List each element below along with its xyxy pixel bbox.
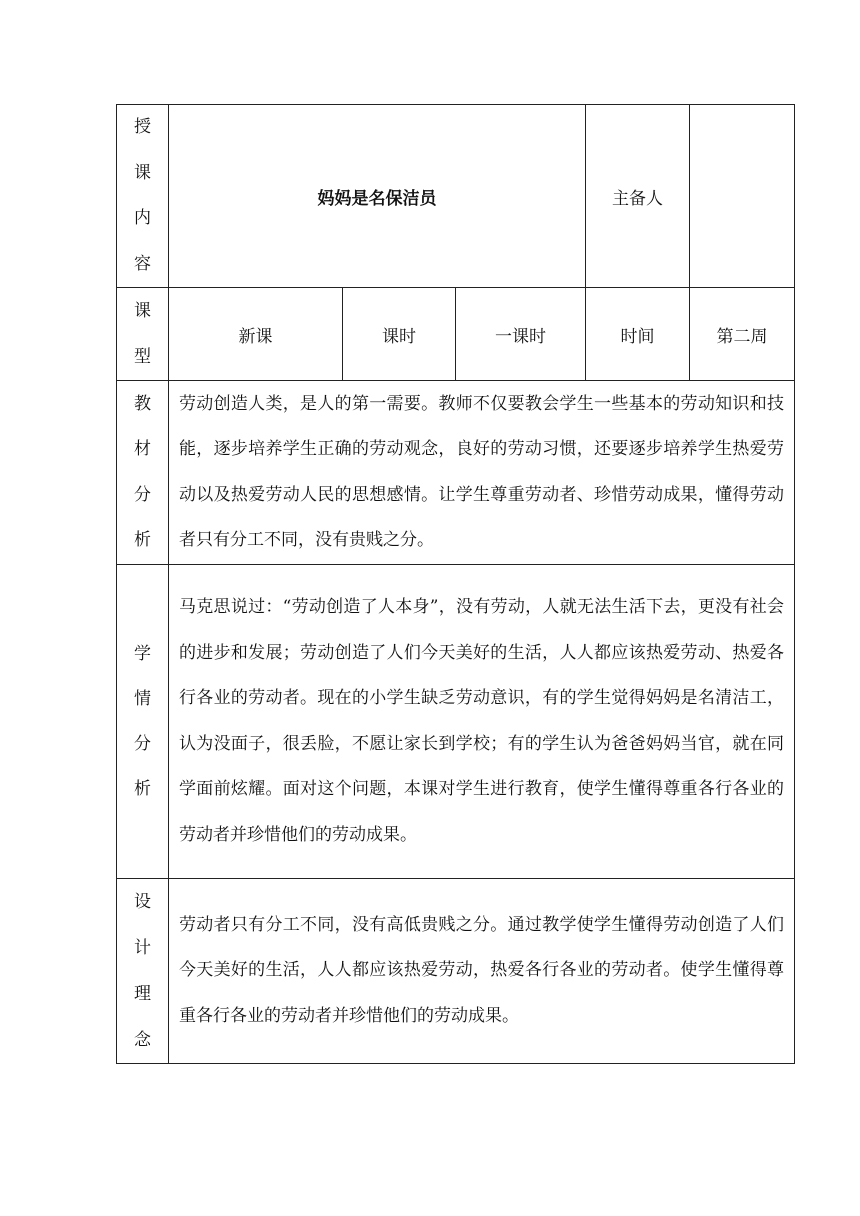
label-char: 情 bbox=[134, 688, 151, 709]
label-material-analysis bbox=[117, 381, 169, 565]
student-analysis-text: 马克思说过：“劳动创造了人本身”，没有劳动，人就无法生活下去，更没有社会的进步和发展；劳动创造了人们今天美好的生活，人人都应该热爱劳动、热爱各行各业的劳动者。现在的小学生缺乏劳动意识，有的学生觉得妈妈是名清洁工，认为没面子，很丢脸，不愿让家长到学校；有的学生认为爸爸妈妈当官，就在同学面前炫耀。面对这个问题，本课对学生进行教育，使学生懂得尊重各行各业的劳动者并珍惜他们的劳动成果。 bbox=[179, 597, 784, 845]
design-concept-cell bbox=[169, 879, 795, 1064]
label-char: 学 bbox=[134, 643, 151, 664]
label-char: 课 bbox=[134, 301, 151, 321]
label-char: 析 bbox=[134, 530, 151, 550]
label-char: 教 bbox=[134, 393, 151, 414]
lesson-type-value: 新课 bbox=[169, 288, 343, 381]
row-material-analysis bbox=[117, 381, 795, 565]
label-char: 理 bbox=[134, 984, 151, 1004]
label-teaching-content bbox=[117, 105, 169, 288]
preparer-value bbox=[690, 105, 795, 288]
lesson-title: 妈妈是名保洁员 bbox=[169, 105, 586, 288]
label-design-concept bbox=[117, 879, 169, 1064]
label-char: 念 bbox=[134, 1030, 151, 1050]
design-concept-text: 劳动者只有分工不同，没有高低贵贱之分。通过教学使学生懂得劳动创造了人们今天美好的生活，人人都应该热爱劳动，热爱各行各业的劳动者。使学生懂得尊重各行各业的劳动者并珍惜他们的劳动成果。 bbox=[179, 914, 784, 1026]
period-label: 课时 bbox=[343, 288, 456, 381]
preparer-label: 主备人 bbox=[586, 105, 690, 288]
label-char: 材 bbox=[134, 439, 151, 459]
lesson-plan-table bbox=[116, 104, 795, 1064]
label-char: 设 bbox=[134, 892, 151, 912]
material-analysis-cell bbox=[169, 381, 795, 565]
period-value: 一课时 bbox=[456, 288, 586, 381]
label-char: 计 bbox=[134, 938, 151, 958]
time-label: 时间 bbox=[586, 288, 690, 381]
label-char: 析 bbox=[134, 778, 151, 799]
row-lesson-type bbox=[117, 288, 795, 381]
row-design-concept bbox=[117, 879, 795, 1064]
label-char: 内 bbox=[134, 208, 151, 228]
label-char: 授 bbox=[134, 117, 151, 137]
time-value: 第二周 bbox=[690, 288, 795, 381]
label-char: 课 bbox=[134, 162, 151, 183]
student-analysis-cell bbox=[169, 565, 795, 879]
label-lesson-type bbox=[117, 288, 169, 381]
material-analysis-text: 劳动创造人类，是人的第一需要。教师不仅要教会学生一些基本的劳动知识和技能，逐步培养学生正确的劳动观念，良好的劳动习惯，还要逐步培养学生热爱劳动以及热爱劳动人民的思想感情。让学生尊重劳动者、珍惜劳动成果，懂得劳动者只有分工不同，没有贵贱之分。 bbox=[179, 393, 784, 550]
label-char: 分 bbox=[134, 484, 151, 505]
label-char: 分 bbox=[134, 733, 151, 754]
label-char: 型 bbox=[134, 347, 151, 367]
row-content bbox=[117, 105, 795, 288]
row-student-analysis bbox=[117, 565, 795, 879]
label-student-analysis bbox=[117, 565, 169, 879]
label-char: 容 bbox=[134, 253, 151, 274]
